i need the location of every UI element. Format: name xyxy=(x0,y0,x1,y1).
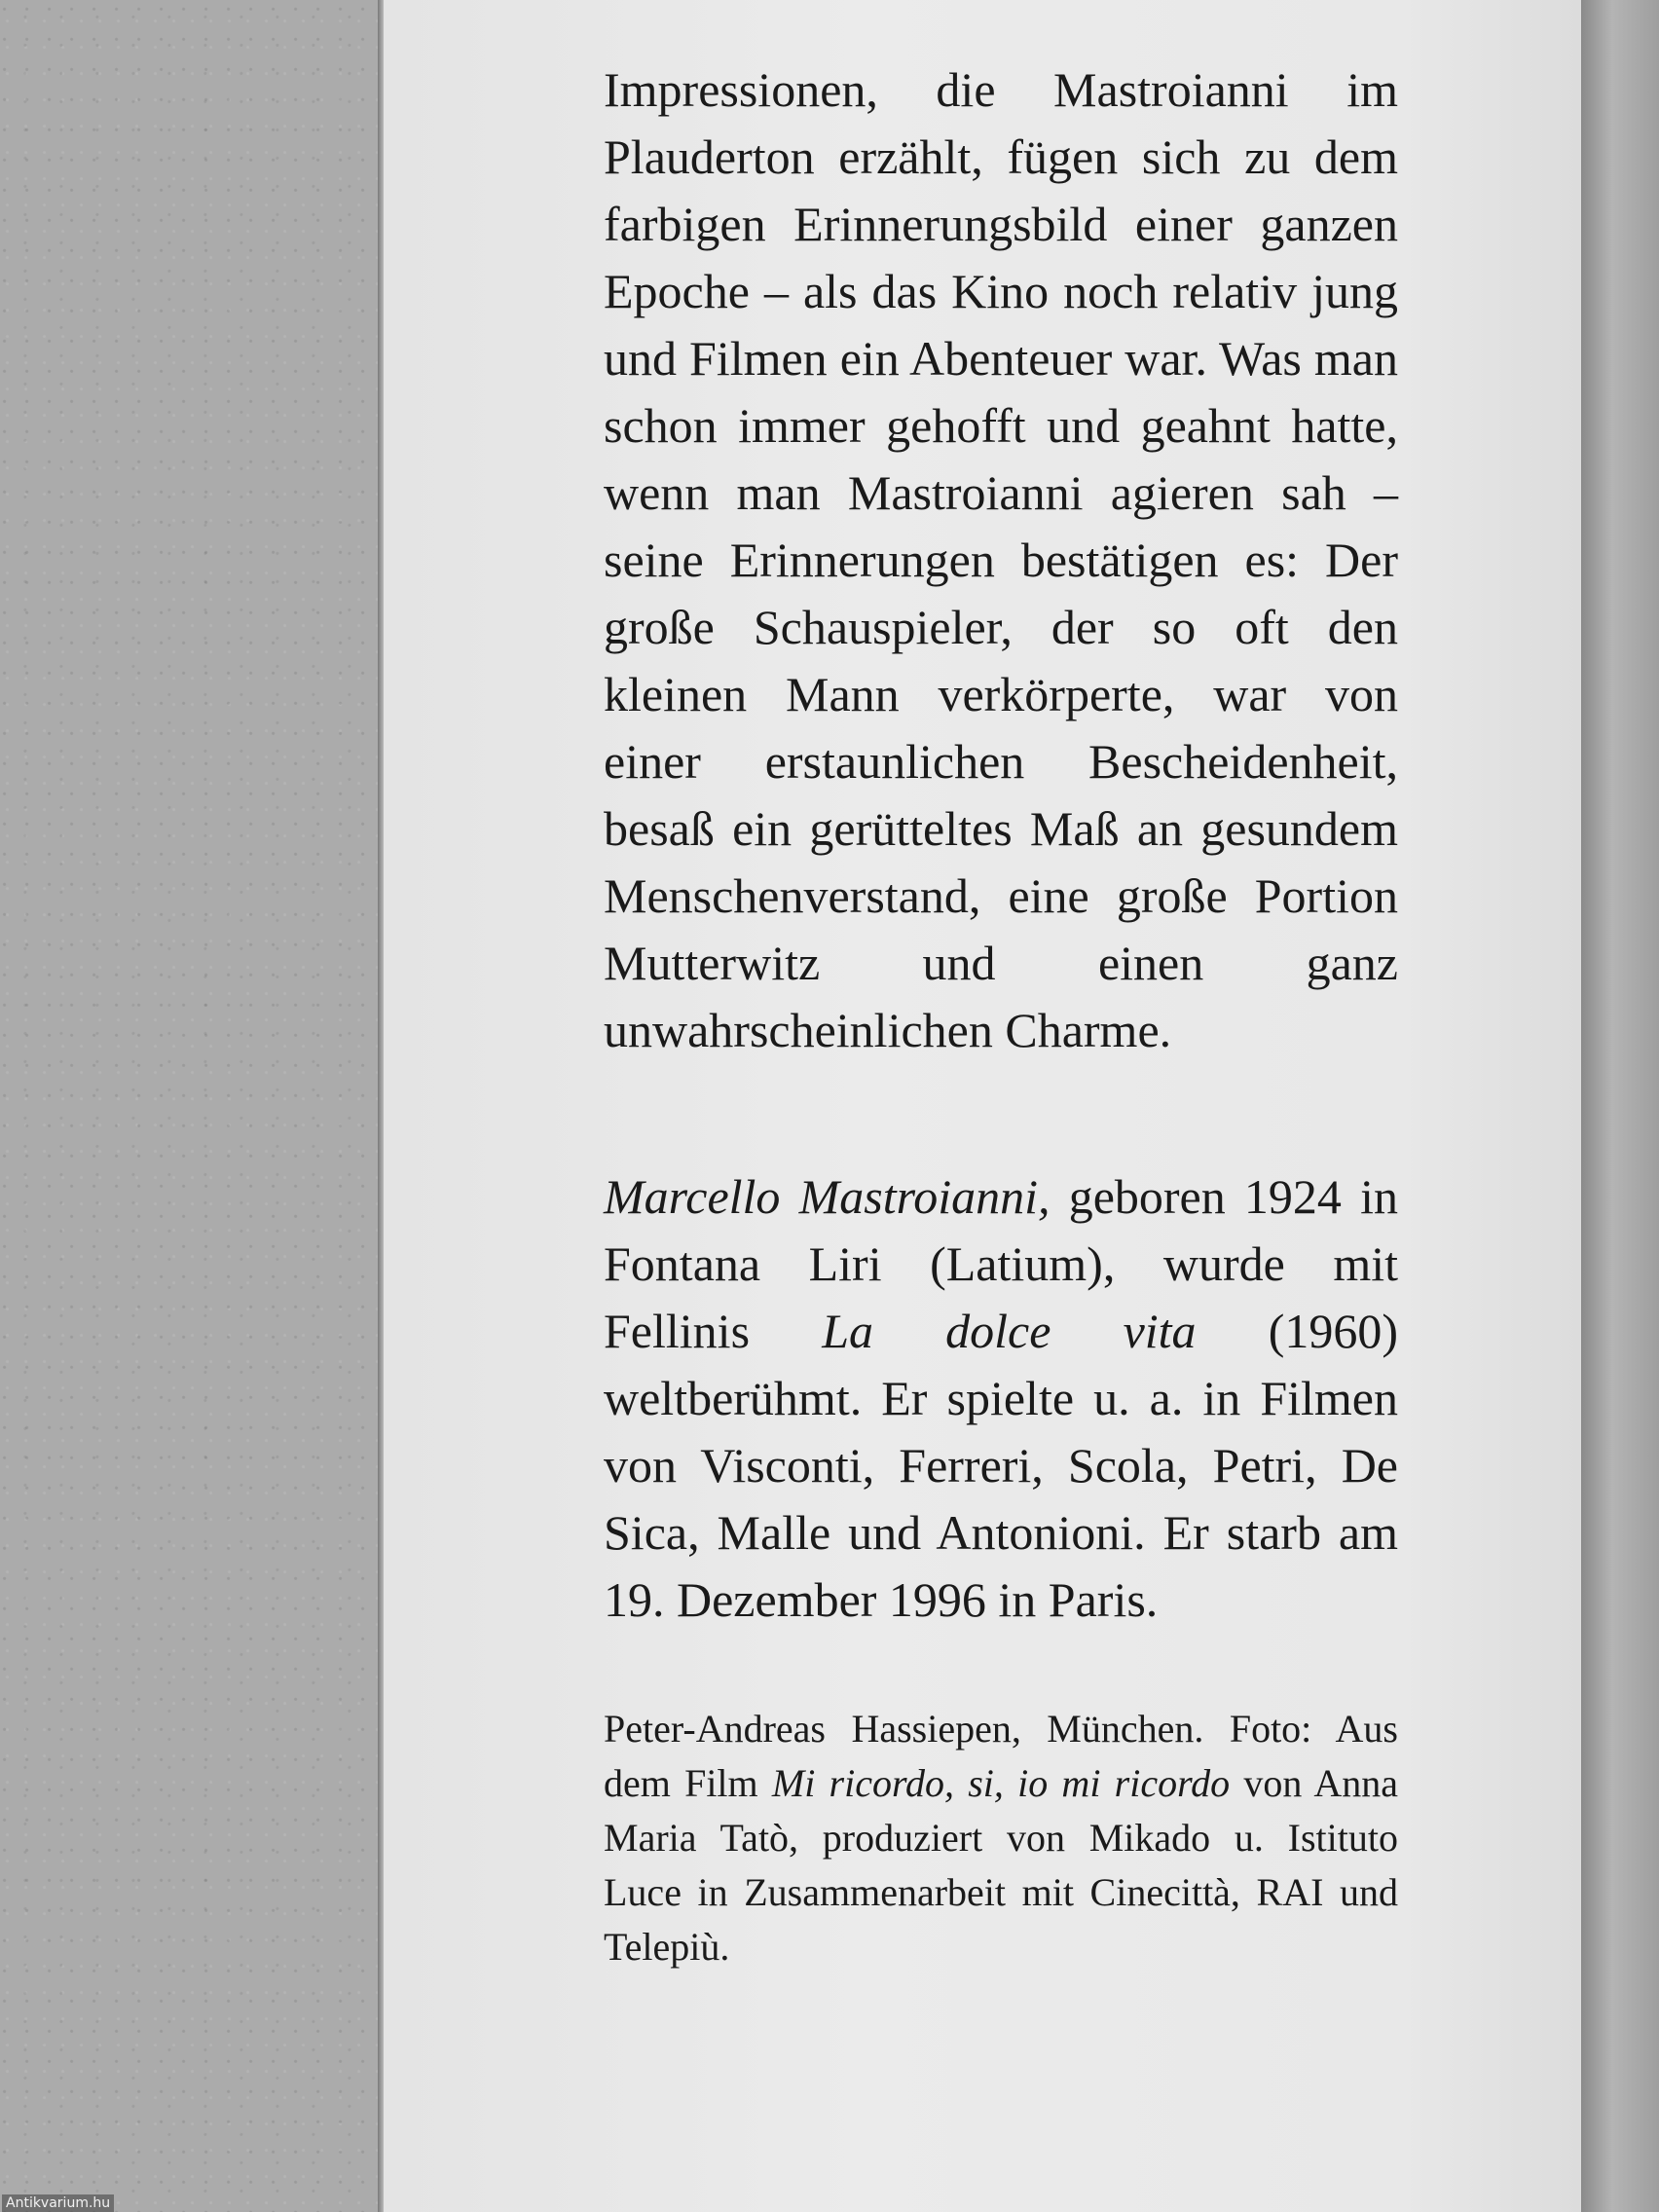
cover-credits-paragraph xyxy=(604,1702,1398,1974)
textured-background xyxy=(0,0,384,2212)
blurb-paragraph: Impressionen, die Mastroianni im Plauderton erzählt, fügen sich zu dem farbigen Erinnerungsbild einer ganzen Epoche – als das Kino noch relativ jung und Filmen ein Abenteuer war. Was man schon immer gehofft und geahnt hatte, wenn man Mastroianni agieren sah – seine Erinnerungen bestätigen es: Der große Schauspieler, der so oft den kleinen Mann verkörperte, war von einer erstaunlichen Bescheidenheit, besaß ein gerütteltes Maß an gesundem Menschenverstand, eine große Portion Mutterwitz und einen ganz unwahrscheinlichen Charme. xyxy=(604,62,1398,1057)
credits-film-title: Mi ricordo, si, io mi ricordo xyxy=(771,1761,1231,1805)
bio-text-2: (1960) weltberühmt. Er spielte u. a. in Filmen von Visconti, Ferreri, Scola, Petri, De Sica, Malle und Antonioni. Er starb am 19. Dezember 1996 in Paris. xyxy=(604,1304,1398,1627)
credits-text-2: von Anna Maria Tatò, produziert von Mikado u. Istituto Luce in Zusammenarbeit mit Cinecittà, RAI und Telepiù. xyxy=(604,1761,1399,1969)
binding-strip xyxy=(1581,0,1659,2212)
author-name: Marcello Mastroianni, xyxy=(604,1169,1051,1224)
bio-film-title: La dolce vita xyxy=(822,1304,1197,1358)
cover-text-column xyxy=(604,56,1398,1974)
bio-text-1: geboren 1924 in Fontana Liri (Latium), wurde mit Fellinis xyxy=(604,1169,1398,1358)
credits-text-1: Peter-Andreas Hassiepen, München. Foto: Aus dem Film xyxy=(604,1707,1398,1805)
watermark: Antikvarium.hu xyxy=(2,2194,114,2212)
author-bio-paragraph xyxy=(604,1163,1398,1634)
